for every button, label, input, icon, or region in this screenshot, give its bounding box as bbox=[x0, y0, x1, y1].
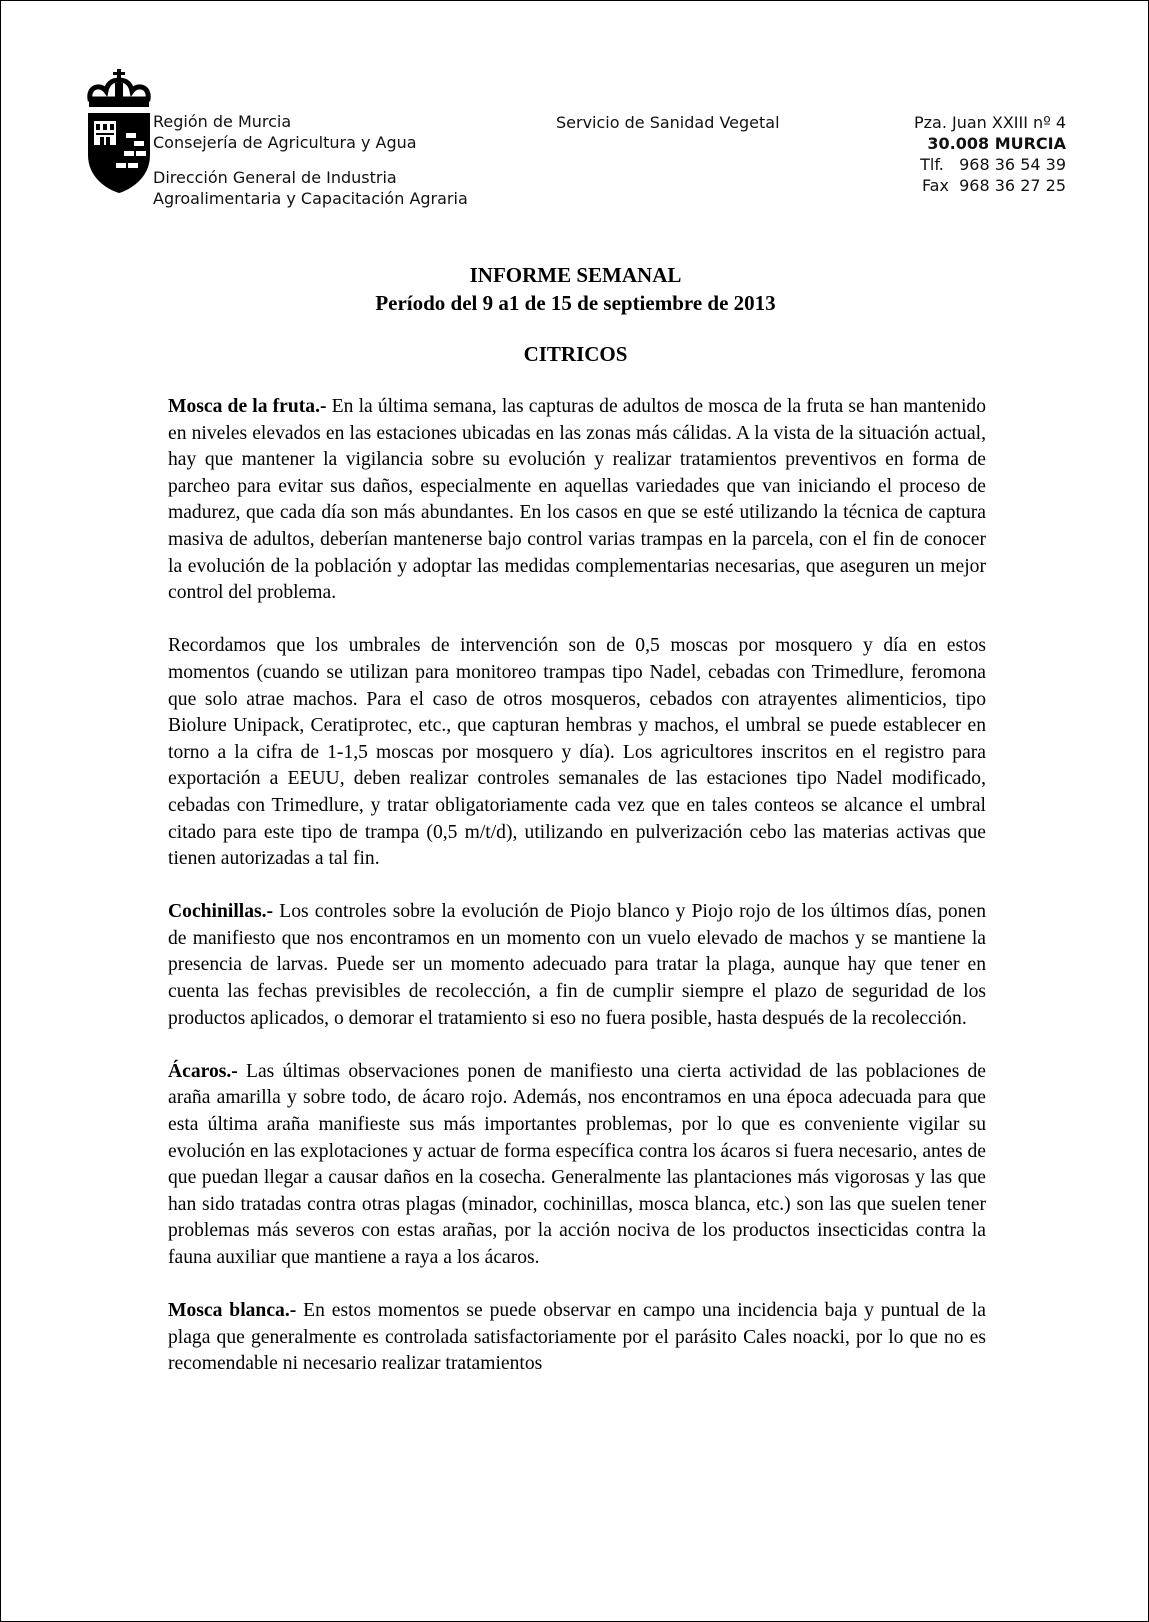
report-period: Período del 9 a1 de 15 de septiembre de 2013 bbox=[375, 291, 776, 315]
address-phone: Tlf. 968 36 54 39 bbox=[920, 155, 1066, 174]
paragraph-heading: Mosca blanca.- bbox=[168, 1300, 297, 1322]
region-name: Región de Murcia bbox=[153, 112, 292, 131]
report-body bbox=[168, 394, 986, 1405]
report-title: INFORME SEMANAL bbox=[469, 263, 682, 287]
paragraph-heading: Mosca de la fruta.- bbox=[168, 396, 327, 417]
service-name: Servicio de Sanidad Vegetal bbox=[556, 113, 780, 132]
paragraph-acaros bbox=[168, 1059, 986, 1272]
directorate-line-1: Dirección General de Industria bbox=[153, 168, 397, 187]
department-name: Consejería de Agricultura y Agua bbox=[153, 133, 417, 152]
section-title: CITRICOS bbox=[523, 342, 628, 366]
address-fax: Fax 968 36 27 25 bbox=[921, 176, 1066, 195]
paragraph-text: Los controles sobre la evolución de Piojo blanco y Piojo rojo de los últimos días, ponen de manifiesto que nos encontramos en un momento con un vuelo elevado de machos y se mantiene la presencia de larvas. Puede ser un momento adecuado para tratar la plaga, aunque hay que tener en cuenta las fechas previsibles de recolección, a fin de cumplir siempre el plazo de seguridad de los productos aplicados, o demorar el tratamiento si eso no fuera posible, hasta después de la recolección. bbox=[168, 901, 986, 1029]
paragraph-mosca-fruta bbox=[168, 394, 986, 607]
paragraph-heading: Ácaros.- bbox=[168, 1060, 238, 1082]
paragraph-text: En la última semana, las capturas de adultos de mosca de la fruta se han mantenido en niveles elevados en las estaciones ubicadas en las zonas más cálidas. A la vista de la situación actual, hay que mantener la vigilancia sobre su evolución y realizar tratamientos preventivos en forma de parcheo para evitar sus daños, especialmente en aquellas variedades que van iniciando el proceso de madurez, que cada día son más abundantes. En los casos en que se esté utilizando la técnica de captura masiva de adultos, deberían mantenerse bajo control varias trampas en la parcela, con el fin de conocer la evolución de la población y adoptar las medidas complementarias necesarias, que aseguren un mejor control del problema. bbox=[168, 396, 986, 604]
paragraph-heading: Cochinillas.- bbox=[168, 901, 274, 923]
paragraph-text: En estos momentos se puede observar en campo una incidencia baja y puntual de la plaga que generalmente es controlada satisfactoriamente por el parásito Cales noacki, por lo que no es recomendable ni necesario realizar tratamientos bbox=[168, 1300, 986, 1375]
address-street: Pza. Juan XXIII nº 4 bbox=[913, 113, 1066, 132]
report-title-block bbox=[1, 261, 1149, 317]
paragraph-umbrales bbox=[168, 633, 986, 872]
header-organization-block bbox=[153, 111, 468, 209]
paragraph-mosca-blanca bbox=[168, 1298, 986, 1378]
header-address-block bbox=[861, 112, 1066, 196]
paragraph-cochinillas bbox=[168, 899, 986, 1032]
address-city: 30.008 MURCIA bbox=[927, 134, 1066, 153]
directorate-line-2: Agroalimentaria y Capacitación Agraria bbox=[153, 189, 468, 208]
paragraph-text: Recordamos que los umbrales de intervención son de 0,5 moscas por mosquero y día en estos momentos (cuando se utilizan para monitoreo trampas tipo Nadel, cebadas con Trimedlure, feromona que solo atrae machos. Para el caso de otros mosqueros, cebados con atrayentes alimenticios, tipo Biolure Unipack, Ceratiprotec, etc., que capturan hembras y machos, el umbral se puede establecer en torno a la cifra de 1-1,5 moscas por mosquero y día). Los agricultores inscritos en el registro para exportación a EEUU, deben realizar controles semanales de las estaciones tipo Nadel modificado, cebadas con Trimedlure, y tratar obligatoriamente cada vez que en tales conteos se alcance el umbral citado para este tipo de trampa (0,5 m/t/d), utilizando en pulverización cebo las materias activas que tienen autorizadas a tal fin. bbox=[168, 635, 986, 870]
region-coat-of-arms-logo bbox=[86, 69, 152, 193]
paragraph-text: Las últimas observaciones ponen de manifiesto una cierta actividad de las poblaciones de araña amarilla y sobre todo, de ácaro rojo. Además, nos encontramos en una época adecuada para que esta última araña manifieste sus más importantes problemas, por lo que es conveniente vigilar su evolución en las explotaciones y actuar de forma específica contra los ácaros si fuera necesario, antes de que puedan llegar a causar daños en la cosecha. Generalmente las plantaciones más vigorosas y las que han sido tratadas contra otras plagas (minador, cochinillas, mosca blanca, etc.) son las que suelen tener problemas más severos con estas arañas, por la acción nociva de los productos insecticidas contra la fauna auxiliar que mantiene a raya a los ácaros. bbox=[168, 1060, 986, 1268]
